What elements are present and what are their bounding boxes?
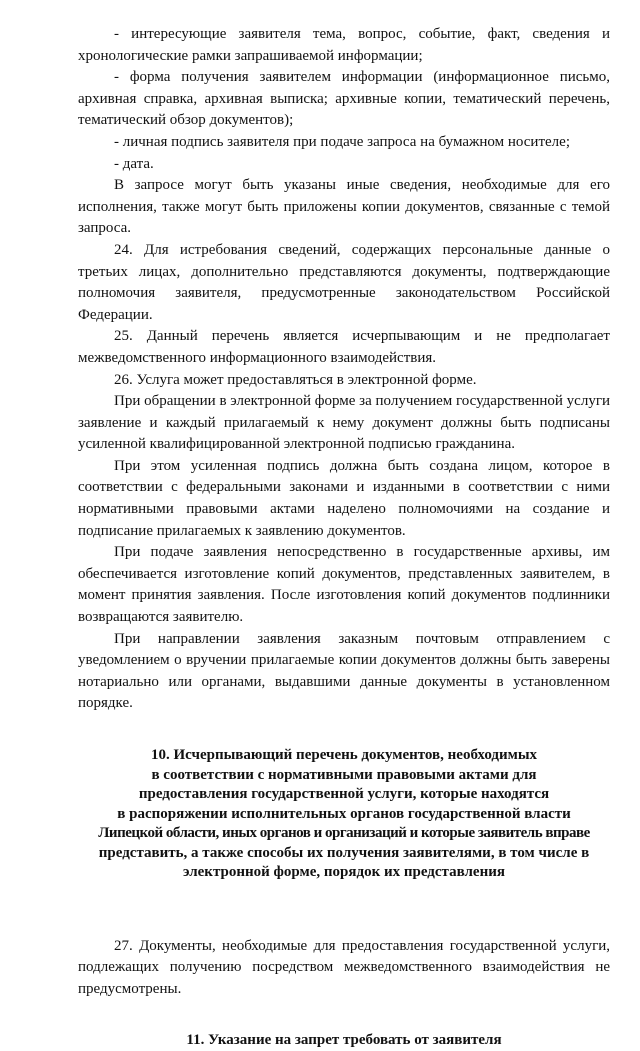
paragraph: При направлении заявления заказным почтовым отправлением с уведомлением о вручении прилагаемые копии документов должны быть заверены нотариально или органами, выдавшими данные документы в установленном порядке.: [78, 630, 610, 712]
paragraph: - интересующие заявителя тема, вопрос, событие, факт, сведения и хронологические рамки запрашиваемой информации;: [78, 26, 610, 64]
heading-line: в соответствии с нормативными правовыми актами для: [151, 766, 537, 783]
section-10-heading: [78, 746, 610, 883]
heading-line: предоставления государственной услуги, которые находятся: [138, 786, 550, 802]
paragraph: При этом усиленная подпись должна быть создана лицом, которое в соответствии с федеральными законами и изданными в соответствии с ними нормативными правовыми актами наделено полномочиями на создание и подписание прилагаемых к заявлению документов.: [78, 457, 610, 539]
heading-line: 10. Исчерпывающий перечень документов, необходимых: [150, 747, 538, 763]
paragraph-26: 26. Услуга может предоставляться в электронной форме.: [114, 371, 477, 388]
paragraph: В запросе могут быть указаны иные сведения, необходимые для его исполнения, также могут быть приложены копии документов, связанные с темой запроса.: [78, 177, 610, 237]
heading-line: в распоряжении исполнительных органов государственной власти: [117, 805, 571, 822]
paragraph-27: 27. Документы, необходимые для предоставления государственной услуги, подлежащих получению посредством межведомственного взаимодействия не предусмотрены.: [78, 937, 610, 997]
heading-line: Липецкой области, иных органов и организаций и которые заявитель вправе: [98, 825, 590, 841]
paragraph-24: 24. Для истребования сведений, содержащих персональные данные о третьих лицах, дополнительно представляются документы, подтверждающие полномочия заявителя, предусмотренные законодательством Российской Федерации.: [78, 241, 610, 323]
paragraph: - дата.: [114, 155, 154, 172]
paragraph: - форма получения заявителем информации (информационное письмо, архивная справка, архивная выписка; архивные копии, тематический перечень, тематический обзор документов);: [78, 69, 610, 129]
paragraphs-top: [78, 24, 610, 715]
document-page: [78, 24, 610, 1051]
paragraph-25: 25. Данный перечень является исчерпывающим и не предполагает межведомственного информационного взаимодействия.: [78, 328, 610, 366]
heading-line: представить, а также способы их получения заявителями, в том числе в: [98, 844, 590, 861]
paragraph: При обращении в электронной форме за получением государственной услуги заявление и каждый прилагаемый к нему документ должны быть подписаны усиленной квалифицированной электронной подписью гражданина.: [78, 393, 610, 453]
paragraph: При подаче заявления непосредственно в государственные архивы, им обеспечивается изготовление копий документов, представленных заявителем, в момент принятия заявления. После изготовления копий документов подлинники возвращаются заявителю.: [78, 544, 610, 626]
paragraph: - личная подпись заявителя при подаче запроса на бумажном носителе;: [114, 133, 570, 150]
section-11-heading: 11. Указание на запрет требовать от заявителя: [186, 1032, 502, 1049]
heading-line: электронной форме, порядок их представления: [183, 864, 505, 880]
